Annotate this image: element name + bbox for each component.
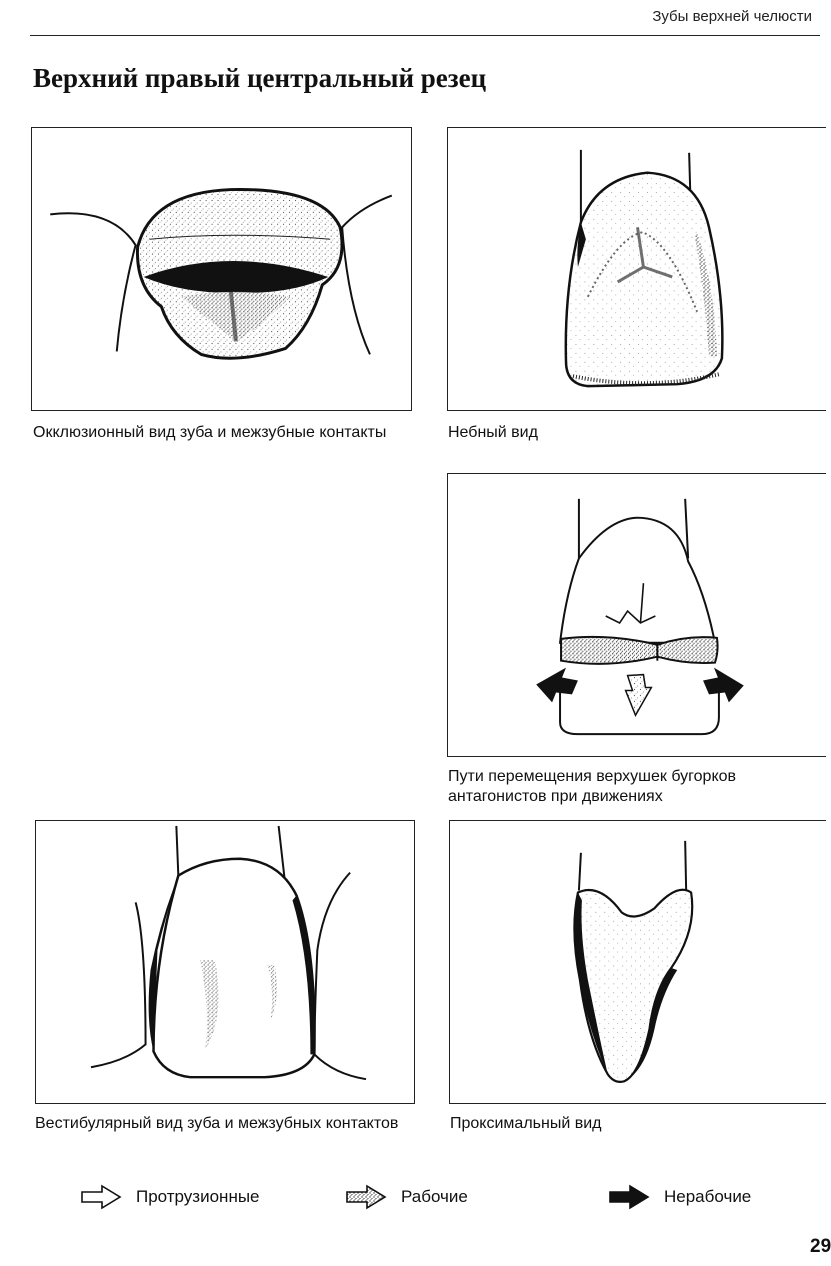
vestibular-view-figure xyxy=(35,820,415,1104)
palatal-caption: Небный вид xyxy=(448,424,538,441)
running-header: Зубы верхней челюсти xyxy=(652,8,812,25)
movement-paths-caption: Пути перемещения верхушек бугорков антагонистов при движениях xyxy=(448,768,737,805)
palatal-view-figure xyxy=(447,127,826,411)
legend-label: Рабочие xyxy=(401,1187,468,1206)
occlusal-tooth-drawing xyxy=(32,128,411,410)
outline-arrow-icon xyxy=(80,1184,122,1210)
nonworking-arrow-right xyxy=(703,668,744,703)
header-rule xyxy=(30,35,820,36)
page-number: 29 xyxy=(810,1236,831,1257)
movement-paths-drawing xyxy=(448,474,826,756)
occlusal-view-figure xyxy=(31,127,412,411)
legend-label: Нерабочие xyxy=(664,1187,752,1206)
proximal-caption: Проксимальный вид xyxy=(450,1115,602,1132)
legend-protrusive xyxy=(80,1184,260,1210)
stippled-arrow-icon xyxy=(345,1184,387,1210)
legend-nonworking xyxy=(608,1184,751,1210)
protrusive-arrow xyxy=(626,675,652,716)
solid-arrow-icon xyxy=(608,1184,650,1210)
legend-label: Протрузионные xyxy=(136,1187,260,1206)
page-title: Верхний правый центральный резец xyxy=(33,63,487,93)
proximal-view-figure xyxy=(449,820,826,1104)
movement-paths-figure xyxy=(447,473,826,757)
occlusal-caption: Окклюзионный вид зуба и межзубные контакты xyxy=(33,424,387,441)
nonworking-arrow-left xyxy=(536,668,578,703)
legend-working xyxy=(345,1184,468,1210)
proximal-tooth-drawing xyxy=(450,821,826,1103)
palatal-tooth-drawing xyxy=(448,128,826,410)
vestibular-tooth-drawing xyxy=(36,821,414,1103)
vestibular-caption: Вестибулярный вид зуба и межзубных контактов xyxy=(35,1115,399,1132)
